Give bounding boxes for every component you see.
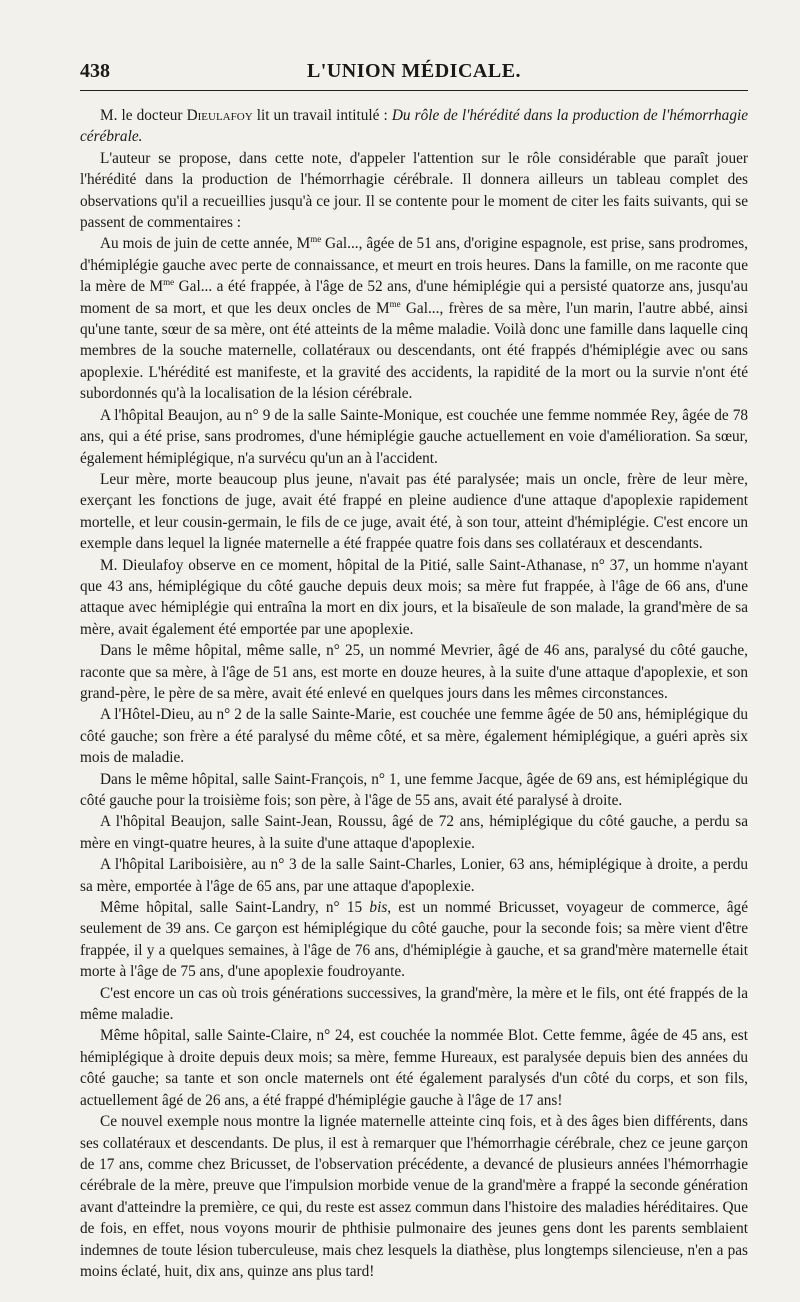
italic-text: bis: [369, 899, 388, 917]
paragraph-text: A l'hôpital Lariboisière, au n° 3 de la salle Saint-Charles, Lonier, 63 ans, hémiplégique à droite, a perdu sa mère, emportée à l'âge de 65 ans, par une attaque d'apoplexie.: [80, 856, 748, 895]
paragraph-text: M. le docteur: [100, 107, 187, 124]
paragraph-text: Même hôpital, salle Sainte-Claire, n° 24, est couchée la nommée Blot. Cette femme, âgée de 45 ans, est hémiplégique à droite depuis deux mois; sa mère, femme Hureaux, est paralysée depuis bien des années du côté gauche; sa tante et son oncle maternels ont été également paralysés d'un côté du corps, et son fils, actuellement âgé de 26 ans, a été frappé d'hémiplégie gauche à l'âge de 17 ans!: [80, 1027, 748, 1109]
paragraph-text: M. Dieulafoy observe en ce moment, hôpital de la Pitié, salle Saint-Athanase, n° 37, un homme n'ayant que 43 ans, hémiplégique du côté gauche depuis deux mois; sa mère fut frappée, à l'âge de 66 ans, d'une attaque avec hémiplégie qui entraîna la mort en dix jours, et la bisaïeule de son malade, la grand'mère de sa mère, avait également été emportée par une apoplexie.: [80, 556, 748, 638]
paragraph-text: Leur mère, morte beaucoup plus jeune, n'avait pas été paralysée; mais un oncle, frère de leur mère, exerçant les fonctions de juge, avait été frappé en pleine audience d'une attaque d'apoplexie rapidement mortelle, et leur cousin-germain, le fils de ce juge, avait été, à son tour, atteint d'hémiplégie. C'est encore un exemple dans lequel la lignée maternelle a été frappée quatre fois dans ses collatéraux et descendants.: [80, 470, 748, 553]
paragraph-text: A l'Hôtel-Dieu, au n° 2 de la salle Sainte-Marie, est couchée une femme âgée de 50 ans, hémiplégique du côté gauche; son frère a été paralysé du même côté, et sa mère, également hémiplégique, a guéri après six mois de maladie.: [80, 706, 748, 767]
paragraph-text: Gal... a été frappée, à l'âge de 52 ans, d'une hémiplégie qui a persisté quatorze ans, jusqu'au moment de sa mort, et que les deux oncles de M: [80, 278, 748, 317]
paragraph-text: Dans le même hôpital, salle Saint-François, n° 1, une femme Jacque, âgée de 69 ans, est hémiplégique du côté gauche pour la troisième fois; son père, à l'âge de 55 ans, avait été paralysé à droite.: [80, 770, 748, 809]
paragraph: [80, 983, 748, 1026]
paragraph: [80, 105, 748, 148]
page-header: [80, 58, 748, 91]
superscript-text: me: [163, 277, 175, 288]
superscript-text: me: [389, 298, 401, 309]
author-name: Dieulafoy: [186, 107, 253, 124]
paragraph: [80, 1025, 748, 1111]
page-number: 438: [80, 60, 110, 82]
paragraph: [80, 640, 748, 704]
paragraph: [80, 469, 748, 555]
paragraph-text: Gal..., frères de sa mère, l'un marin, l'autre abbé, ainsi qu'une tante, sœur de sa mère, ont été atteints de la même maladie. Voilà donc une famille dans laquelle cinq membres de la souche maternelle, collatéraux ou descendants, ont été frappés d'hémiplégie avec ou sans apoplexie. L'hérédité est manifeste, et la gravité des accidents, la rapidité de la mort ou la survie n'ont été subordonnés qu'à la localisation de la lésion cérébrale.: [80, 299, 748, 403]
paragraph: [80, 769, 748, 812]
paragraph: [80, 233, 748, 404]
paragraph-text: Même hôpital, salle Saint-Landry, n° 15: [100, 899, 370, 917]
paragraph-text: A l'hôpital Beaujon, au n° 9 de la salle Sainte-Monique, est couchée une femme nommée Rey, âgée de 78 ans, qui a été prise, sans prodromes, d'une hémiplégie gauche actuellement en voie d'amélioration. Sa sœur, également hémiplégique, n'a survécu qu'un an à l'accident.: [80, 406, 748, 467]
paragraph-text: lit un travail intitulé :: [252, 107, 392, 124]
paragraph-text: Dans le même hôpital, même salle, n° 25, un nommé Mevrier, âgé de 46 ans, paralysé du côté gauche, raconte que sa mère, à l'âge de 51 ans, est morte en douze heures, à la suite d'une attaque d'apoplexie, et son grand-père, le père de sa mère, avait été enlevé en quelques jours dans les mêmes circonstances.: [80, 642, 748, 702]
paragraph-text: , est un nommé Bricusset, voyageur de commerce, âgé seulement de 39 ans. Ce garçon est hémiplégique du côté gauche, pour la seconde fois; sa mère vient d'être frappée, il y a quelques semaines, à l'âge de 76 ans, d'hémiplégie à gauche, et sa grand'mère maternelle était morte à l'âge de 75 ans, d'une apoplexie foudroyante.: [80, 899, 748, 981]
paragraph: [80, 897, 748, 983]
superscript-text: me: [310, 234, 322, 245]
running-title: L'UNION MÉDICALE.: [306, 60, 522, 82]
paragraph-text: Au mois de juin de cette année, M: [100, 235, 311, 253]
paragraph: [80, 405, 748, 469]
paragraph: [80, 811, 748, 854]
paragraph: [80, 854, 748, 897]
paragraph-text: L'auteur se propose, dans cette note, d'appeler l'attention sur le rôle considérable que paraît jouer l'hérédité dans la production de l'hémorrhagie cérébrale. Il donnera ailleurs un tableau complet des observations qu'il a recueillies jusqu'à ce jour. Il se contente pour le moment de citer les faits suivants, qui se passent de commentaires :: [80, 149, 748, 232]
article-body: [80, 105, 748, 1282]
paragraph-text: C'est encore un cas où trois générations successives, la grand'mère, la mère et le fils, ont été frappés de la même maladie.: [80, 984, 748, 1024]
paragraph-text: A l'hôpital Beaujon, salle Saint-Jean, Roussu, âgé de 72 ans, hémiplégique du côté gauche, a perdu sa mère en vingt-quatre heures, à la suite d'une attaque d'apoplexie.: [80, 813, 748, 852]
italic-text: Du rôle de l'hérédité dans la production de l'hémorrhagie cérébrale.: [80, 107, 749, 146]
paragraph: [80, 1111, 748, 1282]
paragraph: [80, 148, 748, 234]
paragraph-text: Gal..., âgée de 51 ans, d'origine espagnole, est prise, sans prodromes, d'hémiplégie gauche avec perte de connaissance, et meurt en trois heures. Dans la famille, on me raconte que la mère de M: [80, 235, 748, 296]
paragraph: [80, 704, 748, 768]
paragraph-text: Ce nouvel exemple nous montre la lignée maternelle atteinte cinq fois, et à des âges bien différents, dans ses collatéraux et descendants. De plus, il est à remarquer que l'hémorrhagie cérébrale, chez ce jeune garçon de 17 ans, comme chez Bricusset, de l'observation précédente, a devancé de plusieurs années l'hémorrhagie cérébrale de la mère, preuve que l'impulsion morbide venue de la grand'mère a frappé la seconde génération avant d'atteindre la première, ce qui, du reste est assez commun dans l'histoire des maladies héréditaires. Que de fois, en effet, nous voyons mourir de phthisie pulmonaire des jeunes gens dont les parents semblaient indemnes de toute lésion tuberculeuse, mais chez lesquels la diathèse, plus longtemps silencieuse, n'en a pas moins éclaté, huit, dix ans, quinze ans plus tard!: [80, 1113, 748, 1280]
paragraph: [80, 555, 748, 641]
